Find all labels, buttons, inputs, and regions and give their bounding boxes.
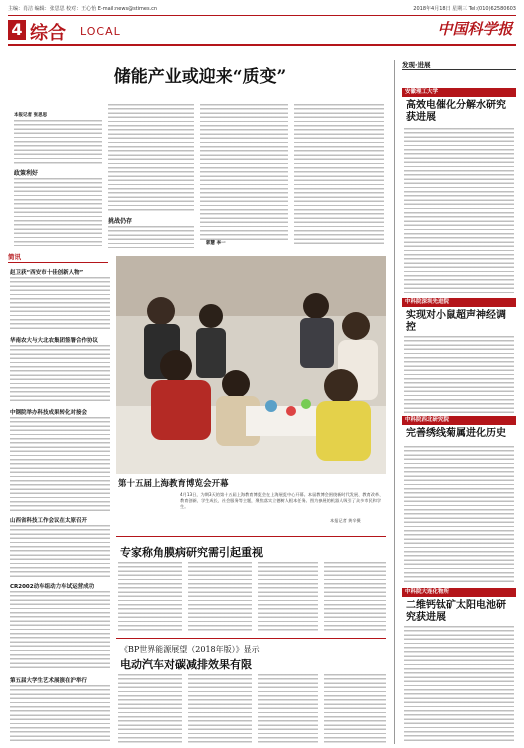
main-body-col3	[200, 104, 288, 240]
article3-headline: 电动汽车对碳减排效果有限	[120, 658, 252, 671]
main-subhead-2: 挑战仍存	[108, 218, 133, 225]
discovery-body-4	[404, 626, 514, 742]
main-body-col2a	[108, 104, 194, 212]
discovery-title-1: 高效电催化分解水研究获进展	[406, 100, 506, 123]
brief-title-3: 中钢院举办科技成果转化对接会	[10, 410, 88, 416]
main-body-col2b	[108, 226, 194, 248]
brief-title-4: 山西省科技工作会议在太原召开	[10, 518, 88, 524]
section-subtitle: LOCAL	[80, 25, 121, 38]
discovery-body-1	[404, 128, 514, 294]
article2-body-col4	[324, 562, 386, 632]
column-divider	[394, 60, 395, 744]
main-body-col1b	[14, 178, 102, 246]
photo-credit: 本报记者 黄辛摄	[330, 518, 361, 523]
main-headline: 储能产业或迎来“质变”	[113, 67, 287, 87]
brief-body-3	[10, 417, 110, 511]
discovery-tag-1: 安徽理工大学	[402, 88, 516, 97]
article2-body-col2	[188, 562, 252, 632]
brief-title-5: CR2002动车组动力车试运营成功	[10, 584, 95, 590]
section-title: 综合	[30, 23, 66, 44]
expo-photo	[116, 256, 386, 474]
article3-body-col2	[188, 674, 252, 744]
brief-title-6: 第五届大学生艺术展演在沪举行	[10, 678, 88, 684]
brief-body-1	[10, 277, 110, 331]
section-heading	[8, 18, 388, 44]
article3-body-col1	[118, 674, 182, 744]
briefs-header: 简讯	[8, 252, 108, 263]
brief-body-2	[10, 345, 110, 403]
article2-headline: 专家称角膜病研究需引起重视	[120, 546, 263, 559]
editor-info: 主编：肖洁 编辑：张思思 校对：王心怡 E-mail:news@stimes.cn	[8, 6, 158, 12]
brief-body-4	[10, 525, 110, 577]
section-number: 4	[8, 20, 26, 40]
main-end-byline: 郭慧 李一	[206, 241, 226, 246]
newspaper-logo: 中国科学报	[437, 20, 513, 38]
discovery-title-3: 完善绣线菊属进化历史	[406, 428, 506, 439]
discovery-header: 发现·进展	[402, 60, 516, 70]
discovery-tag-4: 中科院大连化物所	[402, 588, 516, 597]
main-subhead-1: 政策利好	[14, 170, 39, 177]
photo-caption-text: 4月13日，为期3天的第十五届上海教育博览会在上海展览中心开幕。本届教博会围绕新时代发展、教育改革、教育创新、学生成长、社会服务等主题，聚焦落实立德树人根本任务。图为参展的机器人吸引了众多市民和学生。	[180, 492, 384, 509]
photo-caption-title: 第十五届上海教育博览会开幕	[118, 479, 229, 489]
page-header-bar	[8, 4, 516, 16]
discovery-title-2: 实现对小鼠超声神经调控	[406, 310, 506, 333]
main-body-col4	[294, 104, 384, 244]
header-divider	[8, 44, 516, 46]
article3-body-col3	[258, 674, 318, 744]
discovery-tag-3: 中科院西北研究院	[402, 416, 516, 425]
article3-body-col4	[324, 674, 386, 744]
article2-body-col1	[118, 562, 182, 632]
discovery-body-2	[404, 336, 514, 414]
brief-body-5	[10, 591, 110, 671]
date-info: 2018年4月18日 星期三 Tel:(010)62580603	[413, 6, 516, 12]
brief-body-6	[10, 685, 110, 743]
article3-divider	[116, 638, 386, 639]
photo-illustration	[116, 256, 386, 474]
main-byline: 本报记者 张思思	[14, 113, 48, 118]
brief-title-1: 赵卫获“西安市十佳创新人物”	[10, 270, 84, 276]
discovery-column	[402, 60, 516, 744]
article2-body-col3	[258, 562, 318, 632]
main-body-col1a	[14, 120, 102, 164]
article2-divider	[116, 536, 386, 537]
article3-kicker: 《BP世界能源展望（2018年版）》显示	[120, 645, 260, 654]
brief-title-2: 华南农大与大北农集团签署合作协议	[10, 338, 99, 344]
discovery-body-3	[404, 446, 514, 582]
discovery-title-4: 二维钙钛矿太阳电池研究获进展	[406, 600, 506, 623]
discovery-tag-2: 中科院深圳先进院	[402, 298, 516, 307]
